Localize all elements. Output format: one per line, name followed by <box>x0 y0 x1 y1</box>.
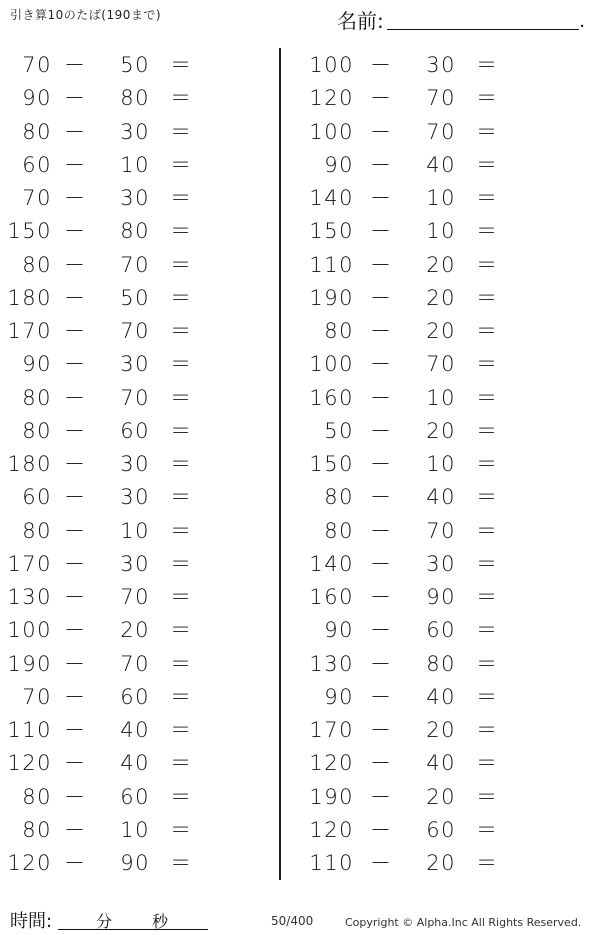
first-operand: 190 <box>7 651 52 676</box>
second-operand: 80 <box>120 86 150 111</box>
second-operand: 50 <box>120 285 150 310</box>
second-operand: 60 <box>426 618 456 643</box>
second-operand: 50 <box>120 53 150 77</box>
problem-row <box>304 649 544 679</box>
problem-row <box>0 549 240 579</box>
equals-sign: ＝ <box>170 585 193 609</box>
equals-sign: ＝ <box>170 518 193 543</box>
time-field <box>10 907 210 933</box>
minus-sign: － <box>64 385 87 410</box>
second-operand: 70 <box>120 385 150 410</box>
equals-sign: ＝ <box>170 684 193 709</box>
minus-sign: － <box>370 385 393 410</box>
page-counter: 50/400 <box>271 914 314 928</box>
first-operand: 100 <box>309 119 354 144</box>
equals-sign: ＝ <box>476 86 499 111</box>
first-operand: 100 <box>7 618 52 643</box>
equals-sign: ＝ <box>476 119 499 144</box>
minus-sign: － <box>370 851 393 875</box>
first-operand: 70 <box>22 684 52 709</box>
problem-row <box>304 83 544 113</box>
minus-sign: － <box>64 751 87 776</box>
problem-row <box>0 250 240 280</box>
second-operand: 10 <box>120 817 150 842</box>
equals-sign: ＝ <box>170 418 193 443</box>
problem-row <box>0 216 240 246</box>
minus-sign: － <box>370 452 393 476</box>
equals-sign: ＝ <box>170 618 193 643</box>
minus-sign: － <box>370 518 393 543</box>
second-operand: 20 <box>426 319 456 343</box>
problem-row <box>0 715 240 745</box>
first-operand: 170 <box>7 319 52 343</box>
minutes-label: 分 <box>96 912 113 931</box>
second-operand: 30 <box>120 551 150 576</box>
minus-sign: － <box>370 718 393 742</box>
minus-sign: － <box>370 319 393 343</box>
problem-row <box>304 815 544 845</box>
equals-sign: ＝ <box>170 119 193 144</box>
first-operand: 90 <box>22 352 52 377</box>
problem-row <box>304 582 544 612</box>
first-operand: 170 <box>7 551 52 576</box>
first-operand: 190 <box>309 285 354 310</box>
equals-sign: ＝ <box>476 319 499 343</box>
minus-sign: － <box>64 485 87 510</box>
second-operand: 70 <box>426 352 456 377</box>
equals-sign: ＝ <box>476 851 499 875</box>
minus-sign: － <box>370 684 393 709</box>
problem-row <box>304 615 544 645</box>
first-operand: 60 <box>22 485 52 510</box>
problem-row <box>304 449 544 479</box>
equals-sign: ＝ <box>170 751 193 776</box>
column-divider <box>279 48 281 880</box>
first-operand: 190 <box>309 784 354 809</box>
second-operand: 90 <box>426 585 456 609</box>
second-operand: 70 <box>120 252 150 277</box>
first-operand: 80 <box>22 784 52 809</box>
problem-row <box>304 848 544 878</box>
problem-row <box>304 216 544 246</box>
problem-row <box>0 416 240 446</box>
second-operand: 70 <box>120 651 150 676</box>
second-operand: 70 <box>426 86 456 111</box>
minus-sign: － <box>370 352 393 377</box>
problem-row <box>0 449 240 479</box>
second-operand: 10 <box>426 219 456 244</box>
equals-sign: ＝ <box>476 53 499 77</box>
minus-sign: － <box>64 219 87 244</box>
first-operand: 140 <box>309 551 354 576</box>
equals-sign: ＝ <box>476 784 499 809</box>
problem-row <box>304 150 544 180</box>
problem-row <box>304 549 544 579</box>
first-operand: 170 <box>309 718 354 742</box>
name-underline <box>387 29 579 30</box>
equals-sign: ＝ <box>170 718 193 742</box>
minus-sign: － <box>64 452 87 476</box>
equals-sign: ＝ <box>170 385 193 410</box>
problem-row <box>0 150 240 180</box>
problem-row <box>0 83 240 113</box>
equals-sign: ＝ <box>170 152 193 177</box>
second-operand: 20 <box>426 718 456 742</box>
problem-row <box>0 183 240 213</box>
problem-row <box>304 50 544 80</box>
equals-sign: ＝ <box>170 252 193 277</box>
second-operand: 20 <box>120 618 150 643</box>
problem-row <box>304 682 544 712</box>
first-operand: 150 <box>309 219 354 244</box>
problem-row <box>304 117 544 147</box>
minus-sign: － <box>64 551 87 576</box>
first-operand: 80 <box>22 418 52 443</box>
first-operand: 80 <box>324 518 354 543</box>
first-operand: 90 <box>22 86 52 111</box>
problem-row <box>0 482 240 512</box>
first-operand: 80 <box>324 319 354 343</box>
minus-sign: － <box>64 585 87 609</box>
equals-sign: ＝ <box>170 86 193 111</box>
minus-sign: － <box>370 252 393 277</box>
name-field <box>337 5 585 33</box>
second-operand: 80 <box>120 219 150 244</box>
name-label: 名前: <box>337 9 384 33</box>
equals-sign: ＝ <box>476 285 499 310</box>
problem-row <box>0 117 240 147</box>
second-operand: 30 <box>426 551 456 576</box>
equals-sign: ＝ <box>476 751 499 776</box>
time-label: 時間: <box>10 911 53 932</box>
second-operand: 20 <box>426 851 456 875</box>
second-operand: 10 <box>120 518 150 543</box>
first-operand: 80 <box>22 518 52 543</box>
name-end-mark: . <box>579 11 585 32</box>
minus-sign: － <box>370 119 393 144</box>
problem-row <box>304 482 544 512</box>
first-operand: 150 <box>7 219 52 244</box>
problem-row <box>0 383 240 413</box>
equals-sign: ＝ <box>476 718 499 742</box>
first-operand: 160 <box>309 385 354 410</box>
minus-sign: － <box>370 86 393 111</box>
first-operand: 50 <box>324 418 354 443</box>
first-operand: 80 <box>22 252 52 277</box>
minus-sign: － <box>64 119 87 144</box>
second-operand: 30 <box>120 485 150 510</box>
first-operand: 140 <box>309 186 354 210</box>
problem-row <box>0 748 240 778</box>
minus-sign: － <box>64 651 87 676</box>
first-operand: 90 <box>324 152 354 177</box>
second-operand: 30 <box>120 452 150 476</box>
time-underline <box>58 929 208 930</box>
second-operand: 10 <box>426 385 456 410</box>
first-operand: 110 <box>309 851 354 875</box>
first-operand: 110 <box>309 252 354 277</box>
minus-sign: － <box>370 219 393 244</box>
second-operand: 70 <box>120 585 150 609</box>
equals-sign: ＝ <box>476 585 499 609</box>
equals-sign: ＝ <box>170 485 193 510</box>
second-operand: 40 <box>120 751 150 776</box>
problem-row <box>304 516 544 546</box>
equals-sign: ＝ <box>476 684 499 709</box>
first-operand: 90 <box>324 684 354 709</box>
second-operand: 80 <box>426 651 456 676</box>
second-operand: 90 <box>120 851 150 875</box>
minus-sign: － <box>64 285 87 310</box>
first-operand: 130 <box>7 585 52 609</box>
first-operand: 80 <box>22 385 52 410</box>
second-operand: 30 <box>120 352 150 377</box>
problem-row <box>304 715 544 745</box>
minus-sign: － <box>370 53 393 77</box>
problem-row <box>0 316 240 346</box>
equals-sign: ＝ <box>170 186 193 210</box>
second-operand: 40 <box>426 485 456 510</box>
minus-sign: － <box>370 651 393 676</box>
first-operand: 70 <box>22 186 52 210</box>
minus-sign: － <box>64 851 87 875</box>
first-operand: 120 <box>7 851 52 875</box>
first-operand: 110 <box>7 718 52 742</box>
second-operand: 60 <box>120 784 150 809</box>
problem-row <box>0 848 240 878</box>
equals-sign: ＝ <box>170 784 193 809</box>
minus-sign: － <box>64 618 87 643</box>
minus-sign: － <box>64 152 87 177</box>
second-operand: 20 <box>426 418 456 443</box>
equals-sign: ＝ <box>170 352 193 377</box>
second-operand: 30 <box>426 53 456 77</box>
equals-sign: ＝ <box>476 651 499 676</box>
equals-sign: ＝ <box>170 219 193 244</box>
problem-row <box>304 250 544 280</box>
equals-sign: ＝ <box>476 518 499 543</box>
second-operand: 20 <box>426 252 456 277</box>
minus-sign: － <box>64 817 87 842</box>
second-operand: 20 <box>426 285 456 310</box>
minus-sign: － <box>64 53 87 77</box>
problem-row <box>0 815 240 845</box>
equals-sign: ＝ <box>476 618 499 643</box>
first-operand: 150 <box>309 452 354 476</box>
problem-row <box>0 782 240 812</box>
problem-row <box>0 682 240 712</box>
equals-sign: ＝ <box>476 817 499 842</box>
problem-row <box>0 516 240 546</box>
equals-sign: ＝ <box>476 252 499 277</box>
minus-sign: － <box>370 152 393 177</box>
equals-sign: ＝ <box>476 385 499 410</box>
equals-sign: ＝ <box>476 485 499 510</box>
copyright-text: Copyright © Alpha.Inc All Rights Reserved. <box>345 916 582 929</box>
second-operand: 30 <box>120 119 150 144</box>
minus-sign: － <box>370 817 393 842</box>
minus-sign: － <box>370 186 393 210</box>
problem-row <box>0 649 240 679</box>
problem-row <box>304 349 544 379</box>
second-operand: 60 <box>120 418 150 443</box>
minus-sign: － <box>64 186 87 210</box>
problem-row <box>304 316 544 346</box>
second-operand: 40 <box>426 684 456 709</box>
minus-sign: － <box>64 352 87 377</box>
problem-row <box>0 615 240 645</box>
problem-row <box>304 782 544 812</box>
equals-sign: ＝ <box>170 851 193 875</box>
minus-sign: － <box>370 551 393 576</box>
minus-sign: － <box>64 86 87 111</box>
equals-sign: ＝ <box>476 418 499 443</box>
equals-sign: ＝ <box>170 53 193 77</box>
equals-sign: ＝ <box>476 452 499 476</box>
first-operand: 180 <box>7 452 52 476</box>
second-operand: 10 <box>120 152 150 177</box>
equals-sign: ＝ <box>170 817 193 842</box>
equals-sign: ＝ <box>476 551 499 576</box>
second-operand: 70 <box>120 319 150 343</box>
seconds-label: 秒 <box>152 912 169 931</box>
second-operand: 60 <box>426 817 456 842</box>
minus-sign: － <box>370 784 393 809</box>
equals-sign: ＝ <box>170 452 193 476</box>
second-operand: 10 <box>426 186 456 210</box>
minus-sign: － <box>64 518 87 543</box>
minus-sign: － <box>64 252 87 277</box>
first-operand: 80 <box>22 119 52 144</box>
equals-sign: ＝ <box>170 285 193 310</box>
equals-sign: ＝ <box>476 352 499 377</box>
equals-sign: ＝ <box>170 551 193 576</box>
second-operand: 40 <box>426 152 456 177</box>
second-operand: 70 <box>426 119 456 144</box>
first-operand: 180 <box>7 285 52 310</box>
problem-row <box>304 748 544 778</box>
minus-sign: － <box>64 784 87 809</box>
first-operand: 130 <box>309 651 354 676</box>
second-operand: 40 <box>120 718 150 742</box>
second-operand: 20 <box>426 784 456 809</box>
minus-sign: － <box>370 751 393 776</box>
first-operand: 120 <box>309 817 354 842</box>
problem-row <box>0 50 240 80</box>
first-operand: 80 <box>22 817 52 842</box>
minus-sign: － <box>370 418 393 443</box>
first-operand: 80 <box>324 485 354 510</box>
first-operand: 120 <box>309 86 354 111</box>
second-operand: 40 <box>426 751 456 776</box>
minus-sign: － <box>64 684 87 709</box>
first-operand: 70 <box>22 53 52 77</box>
problem-row <box>304 283 544 313</box>
equals-sign: ＝ <box>476 186 499 210</box>
first-operand: 100 <box>309 53 354 77</box>
minus-sign: － <box>64 319 87 343</box>
sheet-title: 引き算10のたば(190まで) <box>10 8 162 22</box>
problem-row <box>304 416 544 446</box>
second-operand: 30 <box>120 186 150 210</box>
first-operand: 160 <box>309 585 354 609</box>
equals-sign: ＝ <box>476 152 499 177</box>
minus-sign: － <box>370 285 393 310</box>
minus-sign: － <box>370 585 393 609</box>
second-operand: 10 <box>426 452 456 476</box>
problem-row <box>304 383 544 413</box>
second-operand: 60 <box>120 684 150 709</box>
second-operand: 70 <box>426 518 456 543</box>
first-operand: 120 <box>309 751 354 776</box>
problem-row <box>304 183 544 213</box>
first-operand: 120 <box>7 751 52 776</box>
problem-row <box>0 349 240 379</box>
equals-sign: ＝ <box>170 651 193 676</box>
problem-row <box>0 582 240 612</box>
first-operand: 60 <box>22 152 52 177</box>
minus-sign: － <box>370 485 393 510</box>
minus-sign: － <box>370 618 393 643</box>
first-operand: 90 <box>324 618 354 643</box>
equals-sign: ＝ <box>170 319 193 343</box>
minus-sign: － <box>64 418 87 443</box>
first-operand: 100 <box>309 352 354 377</box>
equals-sign: ＝ <box>476 219 499 244</box>
problem-row <box>0 283 240 313</box>
minus-sign: － <box>64 718 87 742</box>
